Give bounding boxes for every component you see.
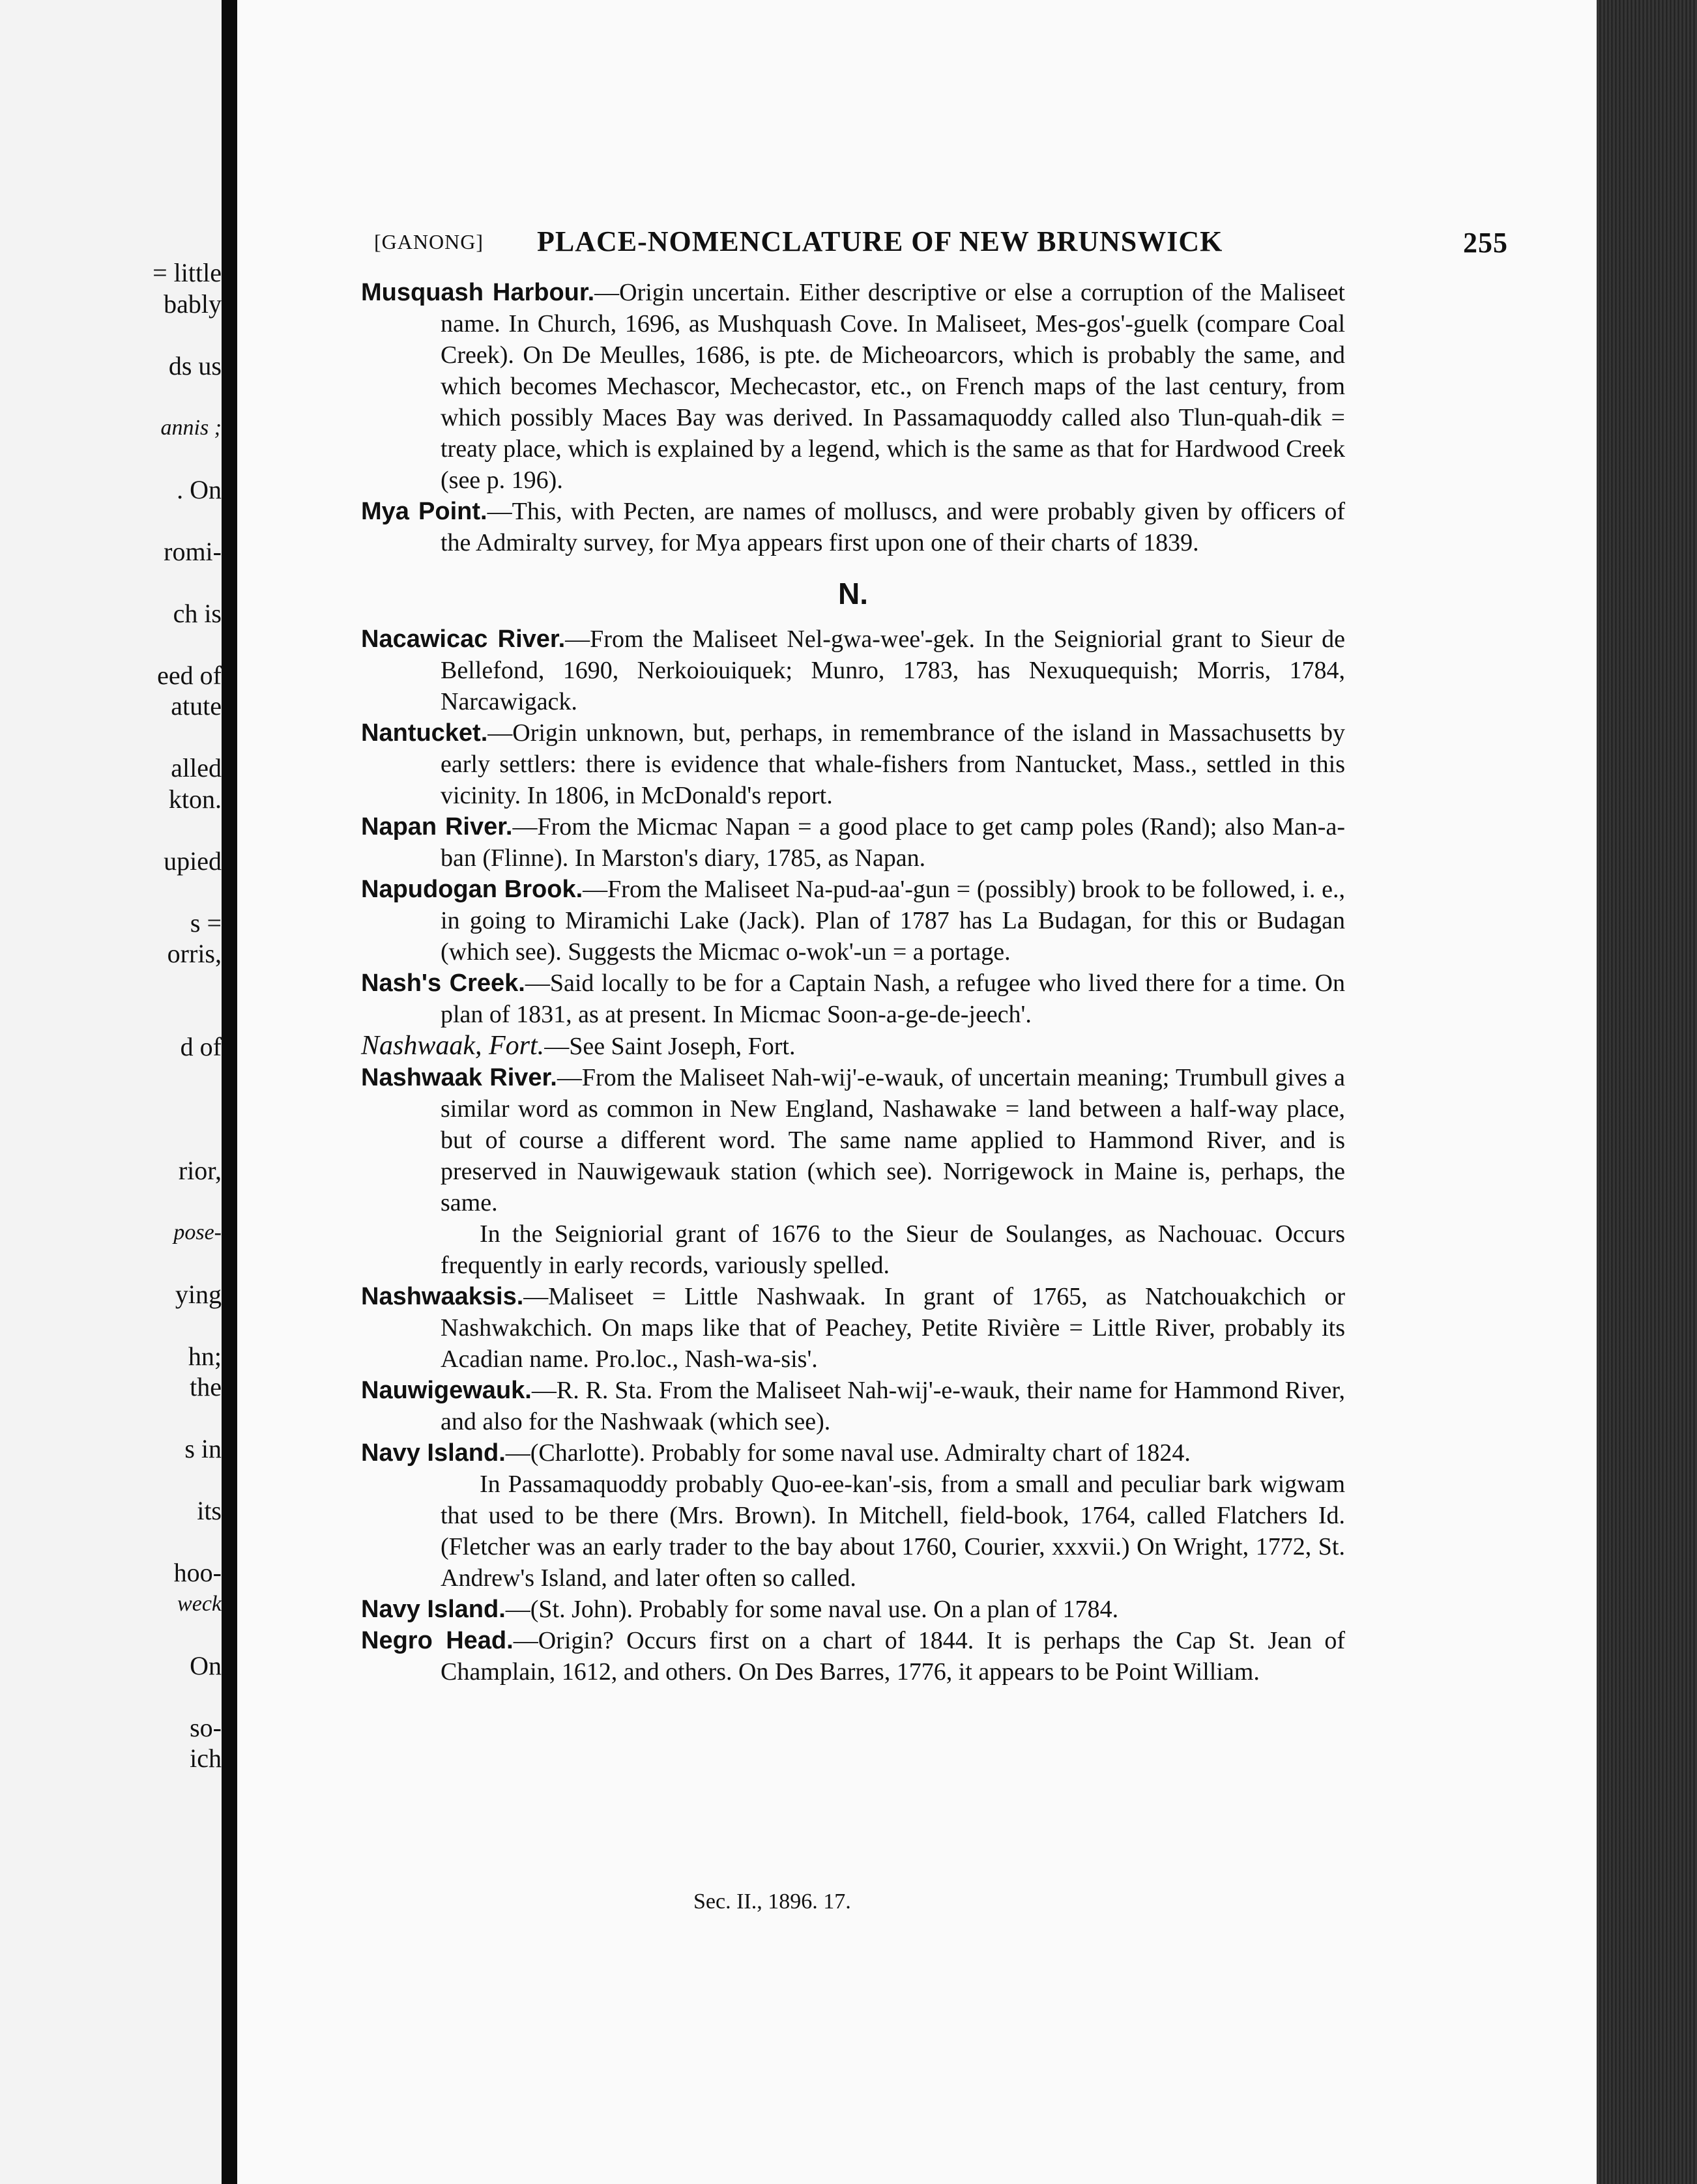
left-fragment [130, 1248, 222, 1279]
entry-term: Nashwaak, Fort. [361, 1031, 545, 1061]
left-fragment [130, 1310, 222, 1341]
left-fragment: d of [180, 1031, 222, 1061]
entry-text: —From the Micmac Napan = a good place to get camp poles (Rand); also Man-a-ban (Flinne). In Marston's diary, 1785, as Napan. [441, 813, 1345, 872]
gazetteer-entry [361, 496, 1345, 558]
page-edges [1597, 0, 1697, 2184]
entry-term: Navy Island. [361, 1439, 506, 1467]
section-heading: N. [838, 577, 868, 611]
entry-term: Navy Island. [361, 1596, 506, 1623]
header-title: PLACE-NOMENCLATURE OF NEW BRUNSWICK [537, 225, 1223, 257]
left-fragment [130, 876, 222, 908]
left-fragment [130, 319, 222, 351]
gazetteer-entry [361, 624, 1345, 717]
page-footer: Sec. II., 1896. 17. [693, 1889, 851, 1914]
left-fragment [130, 1403, 222, 1434]
left-fragment: pose- [173, 1220, 222, 1244]
left-fragment [130, 1000, 222, 1031]
left-fragment [130, 381, 222, 412]
left-fragment [130, 567, 222, 598]
right-page [237, 0, 1597, 2184]
left-fragment: On [190, 1650, 222, 1680]
left-fragment [130, 1124, 222, 1155]
left-fragment: so- [190, 1712, 222, 1742]
left-fragment: hn; [188, 1341, 222, 1371]
gazetteer-entry [361, 968, 1345, 1030]
entry-text: —R. R. Sta. From the Maliseet Nah-wij'-e-wauk, their name for Hammond River, and also for the Nashwaak (which see). [441, 1377, 1345, 1435]
left-fragment [130, 505, 222, 536]
left-fragment [130, 1619, 222, 1650]
left-fragment [130, 1093, 222, 1125]
gazetteer-entry [361, 277, 1345, 496]
entry-text: —(Charlotte). Probably for some naval use. Admiralty chart of 1824. [505, 1439, 1191, 1467]
entry-term: Nacawicac River. [361, 625, 566, 653]
page-body [361, 277, 1345, 1688]
left-fragment: annis ; [160, 415, 222, 440]
left-fragment [130, 1527, 222, 1558]
gazetteer-entry [361, 1281, 1345, 1375]
entry-text: —Maliseet = Little Nashwaak. In grant of 1765, as Natchouakchich or Nashwakchich. On maps like that of Peachey, Petite Rivière = Little River, probably its Acadian name. Pro.loc., Nash-wa-sis'. [441, 1283, 1345, 1373]
left-fragment: orris, [167, 939, 222, 968]
page-number: 255 [1463, 227, 1508, 259]
entry-text: —From the Maliseet Na-pud-aa'-gun = (possibly) brook to be followed, i. e., in going to Miramichi Lake (Jack). Plan of 1787 has La Budagan, for this or Budagan (which see). Suggests the Micmac o-wok'-un = a portage. [441, 876, 1345, 966]
left-page [0, 0, 222, 2184]
left-page-text [130, 257, 222, 1774]
gazetteer-entry [361, 1594, 1345, 1625]
left-fragment [130, 814, 222, 846]
left-fragment: eed of [157, 660, 222, 690]
entry-text: —See Saint Joseph, Fort. [544, 1033, 796, 1060]
entry-text: —Origin unknown, but, perhaps, in remembrance of the island in Massachusetts by early settlers: there is evidence that whale-fishers from Nantucket, Mass., settled in this vicinity. In 1806, in McDonald's report. [441, 719, 1345, 809]
book-gutter [222, 0, 237, 2184]
entry-text: —This, with Pecten, are names of molluscs, and were probably given by officers of the Admiralty survey, for Mya appears first upon one of their charts of 1839. [441, 498, 1345, 556]
left-fragment [130, 1465, 222, 1496]
entry-term: Napan River. [361, 813, 513, 841]
left-fragment [130, 629, 222, 660]
gazetteer-entry [361, 1437, 1345, 1469]
entry-text: —Origin? Occurs first on a chart of 1844. It is perhaps the Cap St. Jean of Champlain, 1612, and others. On Des Barres, 1776, it appears to be Point William. [441, 1627, 1346, 1686]
left-fragment: ds us [168, 351, 222, 381]
entry-continuation: In the Seigniorial grant of 1676 to the Sieur de Soulanges, as Nachouac. Occurs frequently in early records, variously spelled. [441, 1220, 1345, 1279]
gazetteer-entry [361, 717, 1345, 811]
entry-term: Nashwaaksis. [361, 1283, 524, 1310]
gazetteer-entry [361, 1030, 1345, 1062]
gazetteer-entry [361, 1062, 1345, 1218]
entry-continuation: In Passamaquoddy probably Quo-ee-kan'-sis, from a small and peculiar bark wigwam that used to be there (Mrs. Brown). In Mitchell, field-book, 1764, called Flatchers Id. (Fletcher was an early trader to the bay about 1760, Courier, xxxvii.) On Wright, 1772, St. Andrew's Island, and later often so called. [441, 1471, 1345, 1592]
entry-term: Mya Point. [361, 498, 487, 525]
entry-term: Musquash Harbour. [361, 279, 595, 306]
entry-term: Nashwaak River. [361, 1064, 557, 1091]
left-fragment: ich [190, 1744, 222, 1773]
left-fragment: its [197, 1496, 222, 1525]
entry-text: —From the Maliseet Nah-wij'-e-wauk, of uncertain meaning; Trumbull gives a similar word as common in New England, Nashawake = land between a half-way place, but of course a different word. The same name applied to Hammond River, and is preserved in Nauwigewauk station (which see). Norrigewock in Maine is, perhaps, the same. [441, 1064, 1345, 1216]
left-fragment: atute [171, 691, 222, 721]
left-fragment [130, 722, 222, 753]
gazetteer-entry [361, 1625, 1345, 1688]
left-fragment: alled [171, 753, 222, 783]
left-fragment: upied [164, 846, 222, 876]
left-fragment: ying [175, 1279, 222, 1309]
entry-term: Nash's Creek. [361, 970, 525, 997]
left-fragment: hoo- [173, 1558, 222, 1587]
left-fragment [130, 1681, 222, 1712]
left-fragment [130, 443, 222, 474]
entry-text: —Said locally to be for a Captain Nash, a refugee who lived there for a time. On plan of 1831, as at present. In Micmac Soon-a-ge-de-jeech'. [441, 970, 1345, 1028]
left-fragment: . On [177, 474, 222, 504]
left-fragment: romi- [164, 536, 222, 566]
entry-term: Negro Head. [361, 1627, 514, 1654]
left-fragment: bably [164, 289, 222, 319]
left-fragment: weck [177, 1591, 222, 1616]
entry-term: Nantucket. [361, 719, 488, 747]
entry-term: Napudogan Brook. [361, 876, 583, 903]
entry-text: —(St. John). Probably for some naval use. On a plan of 1784. [505, 1596, 1119, 1623]
entry-term: Nauwigewauk. [361, 1377, 532, 1404]
left-fragment: s = [190, 908, 222, 938]
entry-text: —From the Maliseet Nel-gwa-wee'-gek. In the Seigniorial grant to Sieur de Bellefond, 1690, Nerkoiouiquek; Munro, 1783, has Nexuquequish; Morris, 1784, Narcawigack. [441, 625, 1346, 715]
left-fragment: rior, [178, 1155, 222, 1185]
gazetteer-entry [361, 811, 1345, 874]
left-fragment: the [190, 1372, 222, 1401]
gazetteer-entry [361, 874, 1345, 968]
entry-text: —Origin uncertain. Either descriptive or else a corruption of the Maliseet name. In Church, 1696, as Mushquash Cove. In Maliseet, Mes-gos'-guelk (compare Coal Creek). On De Meulles, 1686, is pte. de Micheoarcors, which is probably the same, and which becomes Mechascor, Mechecastor, etc., on French maps of the last century, from which possibly Maces Bay was derived. In Passamaquoddy called also Tlun-quah-dik = treaty place, which is explained by a legend, which is the same as that for Hardwood Creek (see p. 196). [441, 279, 1345, 494]
left-fragment: = little [152, 258, 222, 287]
left-fragment: ch is [173, 598, 222, 628]
left-fragment [130, 1186, 222, 1217]
left-fragment: s in [184, 1434, 222, 1463]
header-author: [GANONG] [374, 230, 484, 253]
left-fragment: kton. [168, 784, 222, 814]
left-fragment [130, 970, 222, 1001]
gazetteer-entry [361, 1375, 1345, 1437]
left-fragment [130, 1062, 222, 1093]
